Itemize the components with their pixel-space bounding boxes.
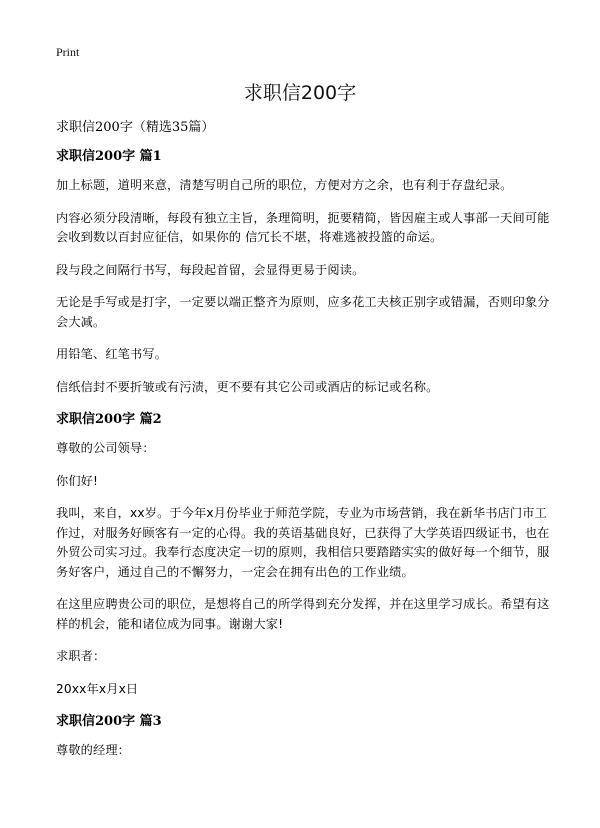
salutation: 尊敬的经理： [56, 743, 131, 757]
greeting: 你们好! [56, 473, 99, 488]
document-body [56, 118, 552, 774]
print-link[interactable]: Print [56, 45, 80, 59]
section-heading-3: 求职信200字 篇3 [56, 714, 162, 729]
salutation: 尊敬的公司领导： [56, 441, 155, 455]
paragraph: 信纸信封不要折皱或有污渍，更不要有其它公司或酒店的标记或名称。 [56, 379, 439, 394]
section-heading-1: 求职信200字 篇1 [56, 149, 162, 164]
signature-label: 求职者： [56, 649, 106, 663]
paragraph: 段与段之间隔行书写，每段起首留，会显得更易于阅读。 [56, 262, 365, 277]
paragraph: 内容必须分段清晰，每段有独立主旨，条理简明，扼要精简，皆因雇主或人事部一天间可能会收到数以百封应征信，如果你的 信冗长不堪，将难逃被投篮的命运。 [56, 210, 550, 244]
section-heading-2: 求职信200字 篇2 [56, 412, 162, 427]
paragraph: 用铅笔、红笔书写。 [56, 347, 168, 361]
letter-date: 20xx年x月x日 [56, 681, 139, 696]
page-title: 求职信200字 [243, 82, 357, 104]
paragraph: 我叫，来自，xx岁。于今年x月份毕业于师范学院，专业为市场营销，我在新华书店门市工作过，对服务好顾客有一定的心得。我的英语基础良好，已获得了大学英语四级证书，也在外贸公司实习过。我奉行态度决定一切的原则，我相信只要踏踏实实的做好每一个细节，服务好客户，通过自己的不懈努力，一定会在拥有出色的工作业绩。 [56, 506, 550, 579]
paragraph: 在这里应聘贵公司的职位，是想将自己的所学得到充分发挥，并在这里学习成长。希望有这样的机会，能和诸位成为同事。谢谢大家! [56, 597, 550, 631]
paragraph: 加上标题，道明来意，清楚写明自己所的职位，方便对方之余，也有利于存盘纪录。 [56, 178, 513, 192]
paragraph: 无论是手写或是打字，一定要以端正整齐为原则，应多花工夫核正别字或错漏，否则印象分会大减。 [56, 295, 550, 329]
document-subtitle: 求职信200字（精选35篇） [56, 120, 215, 135]
